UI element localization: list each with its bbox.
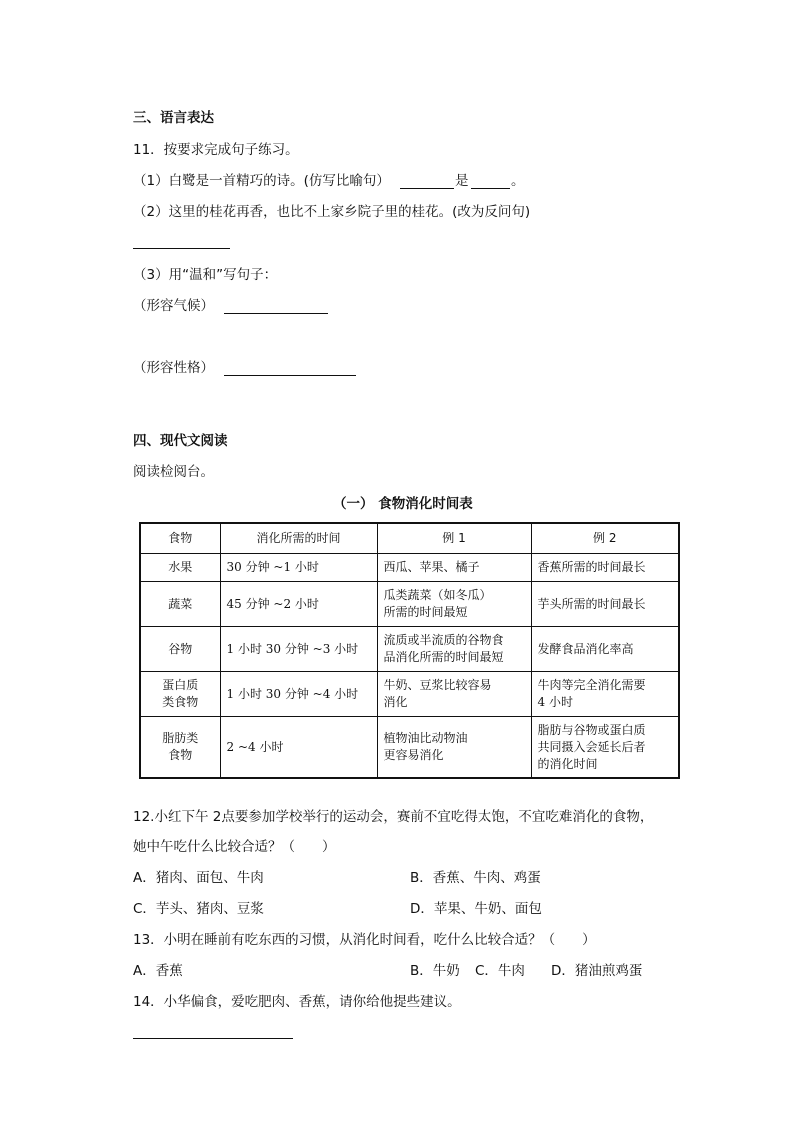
q13-option-b[interactable]: B．牛奶	[410, 963, 460, 979]
example1-text: 更容易消化	[383, 748, 444, 762]
question-13: 13．小明在睡前有吃东西的习惯，从消化时间看，吃什么比较合适？（ ）	[133, 932, 596, 948]
table-header-cell: 食物	[140, 523, 220, 554]
example1-cell	[377, 582, 531, 627]
answer-blank-11-1b[interactable]	[471, 188, 510, 189]
q12-option-a[interactable]: A．猪肉、面包、牛肉	[133, 870, 264, 886]
food-text: 水果	[168, 560, 193, 574]
table-row	[140, 672, 679, 717]
example1-text: 流质或半流质的谷物食	[383, 633, 504, 647]
table-header-cell: 例 1	[377, 523, 531, 554]
table-row	[140, 627, 679, 672]
question-11-1-shi: 是	[455, 173, 469, 189]
example1-text: 消化	[383, 695, 408, 709]
time-cell: 1 小时 30 分钟 ~4 小时	[220, 672, 377, 717]
question-12-line1: 12.小红下午 2点要参加学校举行的运动会，赛前不宜吃得太饱，不宜吃难消化的食物，	[133, 809, 654, 825]
table-row	[140, 717, 679, 779]
reading-intro: 阅读检阅台。	[133, 464, 214, 480]
food-cell	[140, 554, 220, 582]
table-row	[140, 582, 679, 627]
question-11-1-end: 。	[511, 173, 525, 189]
example2-text: 脂肪与谷物或蛋白质	[537, 722, 646, 737]
example1-cell	[377, 717, 531, 779]
question-11-3-character: （形容性格）	[133, 360, 214, 376]
food-text: 食物	[168, 748, 193, 762]
q12-option-b[interactable]: B．香蕉、牛肉、鸡蛋	[410, 870, 541, 886]
q12-option-c[interactable]: C．芋头、猪肉、豆浆	[133, 901, 264, 917]
example2-cell	[531, 672, 679, 717]
answer-blank-11-1a[interactable]	[400, 188, 454, 189]
question-11-1	[133, 172, 390, 190]
food-cell	[140, 582, 220, 627]
example1-text: 植物油比动物油	[383, 731, 468, 745]
time-cell: 45 分钟 ~2 小时	[220, 582, 377, 627]
section-title-language: 三、语言表达	[133, 110, 214, 126]
food-text: 脂肪类	[162, 731, 199, 745]
time-cell: 1 小时 30 分钟 ~3 小时	[220, 627, 377, 672]
example2-cell	[531, 582, 679, 627]
example1-cell	[377, 627, 531, 672]
q13-option-a[interactable]: A．香蕉	[133, 963, 183, 979]
example2-cell	[531, 554, 679, 582]
food-text: 类食物	[162, 695, 199, 709]
food-text: 蔬菜	[168, 596, 193, 611]
example2-text: 牛肉等完全消化需要	[537, 678, 646, 692]
section-title-reading: 四、现代文阅读	[133, 433, 228, 449]
question-14: 14．小华偏食，爱吃肥肉、香蕉，请你给他提些建议。	[133, 994, 461, 1010]
example2-text: 共同摄入会延长后者	[537, 739, 646, 754]
table-row	[140, 554, 679, 582]
food-text: 蛋白质	[162, 678, 199, 692]
example2-text: 芋头所需的时间最长	[537, 596, 646, 611]
example1-text: 西瓜、苹果、橘子	[383, 560, 480, 574]
food-cell	[140, 717, 220, 779]
answer-blank-11-2[interactable]	[133, 248, 230, 249]
time-cell: 2 ~4 小时	[220, 717, 377, 779]
q12-option-d[interactable]: D．苹果、牛奶、面包	[410, 901, 542, 917]
question-11-3-climate: （形容气候）	[133, 298, 214, 314]
question-12-line2: 她中午吃什么比较合适？（ ）	[133, 839, 336, 855]
example1-cell	[377, 672, 531, 717]
example2-text: 香蕉所需的时间最长	[537, 560, 646, 574]
example2-text: 的消化时间	[537, 756, 598, 771]
food-cell	[140, 672, 220, 717]
q13-option-c[interactable]: C．牛肉	[475, 963, 525, 979]
question-11-2: （2）这里的桂花再香，也比不上家乡院子里的桂花。(改为反问句)	[133, 204, 531, 220]
example1-cell	[377, 554, 531, 582]
example1-text: 牛奶、豆浆比较容易	[383, 678, 492, 692]
question-11: 11．按要求完成句子练习。	[133, 142, 299, 158]
time-cell: 30 分钟 ~1 小时	[220, 554, 377, 582]
table-header-cell: 消化所需的时间	[220, 523, 377, 554]
table-header-row	[140, 523, 679, 554]
answer-blank-14[interactable]	[133, 1038, 293, 1039]
example2-text: 发酵食品消化率高	[537, 641, 634, 656]
answer-blank-11-3a[interactable]	[224, 313, 328, 314]
example2-cell	[531, 717, 679, 779]
food-cell	[140, 627, 220, 672]
example1-text: 所需的时间最短	[383, 605, 468, 619]
table-title: （一） 食物消化时间表	[333, 496, 473, 512]
example2-cell	[531, 627, 679, 672]
food-text: 谷物	[168, 641, 193, 656]
table-header-cell: 例 2	[531, 523, 679, 554]
q13-option-d[interactable]: D．猪油煎鸡蛋	[551, 963, 643, 979]
answer-blank-11-3b[interactable]	[224, 375, 356, 376]
question-11-1-text: （1）白鹭是一首精巧的诗。(仿写比喻句）	[133, 173, 390, 189]
digestion-table	[139, 522, 680, 779]
example2-text: 4 小时	[537, 695, 573, 709]
question-11-3: （3）用“温和”写句子：	[133, 267, 278, 283]
example1-text: 品消化所需的时间最短	[383, 650, 504, 664]
example1-text: 瓜类蔬菜（如冬瓜）	[383, 588, 492, 602]
